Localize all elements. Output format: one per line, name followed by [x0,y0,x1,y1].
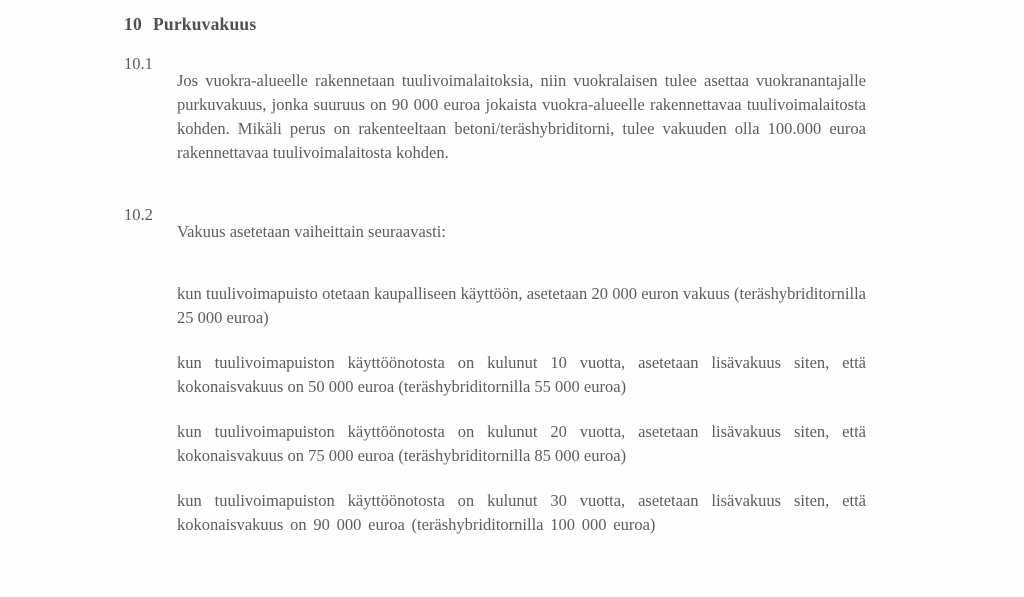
section-heading [124,14,866,35]
clause-text: Vakuus asetetaan vaiheittain seuraavasti: [177,221,446,241]
clause-10-1 [124,52,866,181]
list-item: kun tuulivoimapuisto otetaan kaupalliseen käyttöön, asetetaan 20 000 euron vakuus (teräshybriditornilla 25 000 euroa) [177,284,866,327]
list-item: kun tuulivoimapuiston käyttöönotosta on kulunut 20 vuotta, asetetaan lisävakuus siten, että kokonaisvakuus on 75 000 euroa (teräshybriditornilla 85 000 euroa) [177,422,866,465]
list-item: kun tuulivoimapuiston käyttöönotosta on kulunut 30 vuotta, asetetaan lisävakuus siten, että kokonaisvakuus on 90 000 euroa (teräshybriditornilla 100 000 euroa) [177,491,866,534]
section-number: 10 [124,14,142,34]
clause-10-2 [124,203,866,260]
list-item: kun tuulivoimapuiston käyttöönotosta on kulunut 10 vuotta, asetetaan lisävakuus siten, että kokonaisvakuus on 50 000 euroa (teräshybriditornilla 55 000 euroa) [177,353,866,396]
document-content [124,14,866,537]
clause-number: 10.1 [124,54,153,73]
vakuus-stage-list [124,282,866,537]
clause-text: Jos vuokra-alueelle rakennetaan tuulivoimalaitoksia, niin vuokralaisen tulee asettaa vuokranantajalle purkuvakuus, jonka suuruus on 90 000 euroa jokaista vuokra-alueelle rakennettavaa tuulivoimalaitosta kohden. Mikäli perus on rakenteeltaan betoni/teräshybriditorni, tulee vakuuden olla 100.000 euroa rakennettavaa tuulivoimalaitosta kohden. [177,70,866,162]
clause-number: 10.2 [124,205,153,224]
section-title: Purkuvakuus [153,14,257,34]
